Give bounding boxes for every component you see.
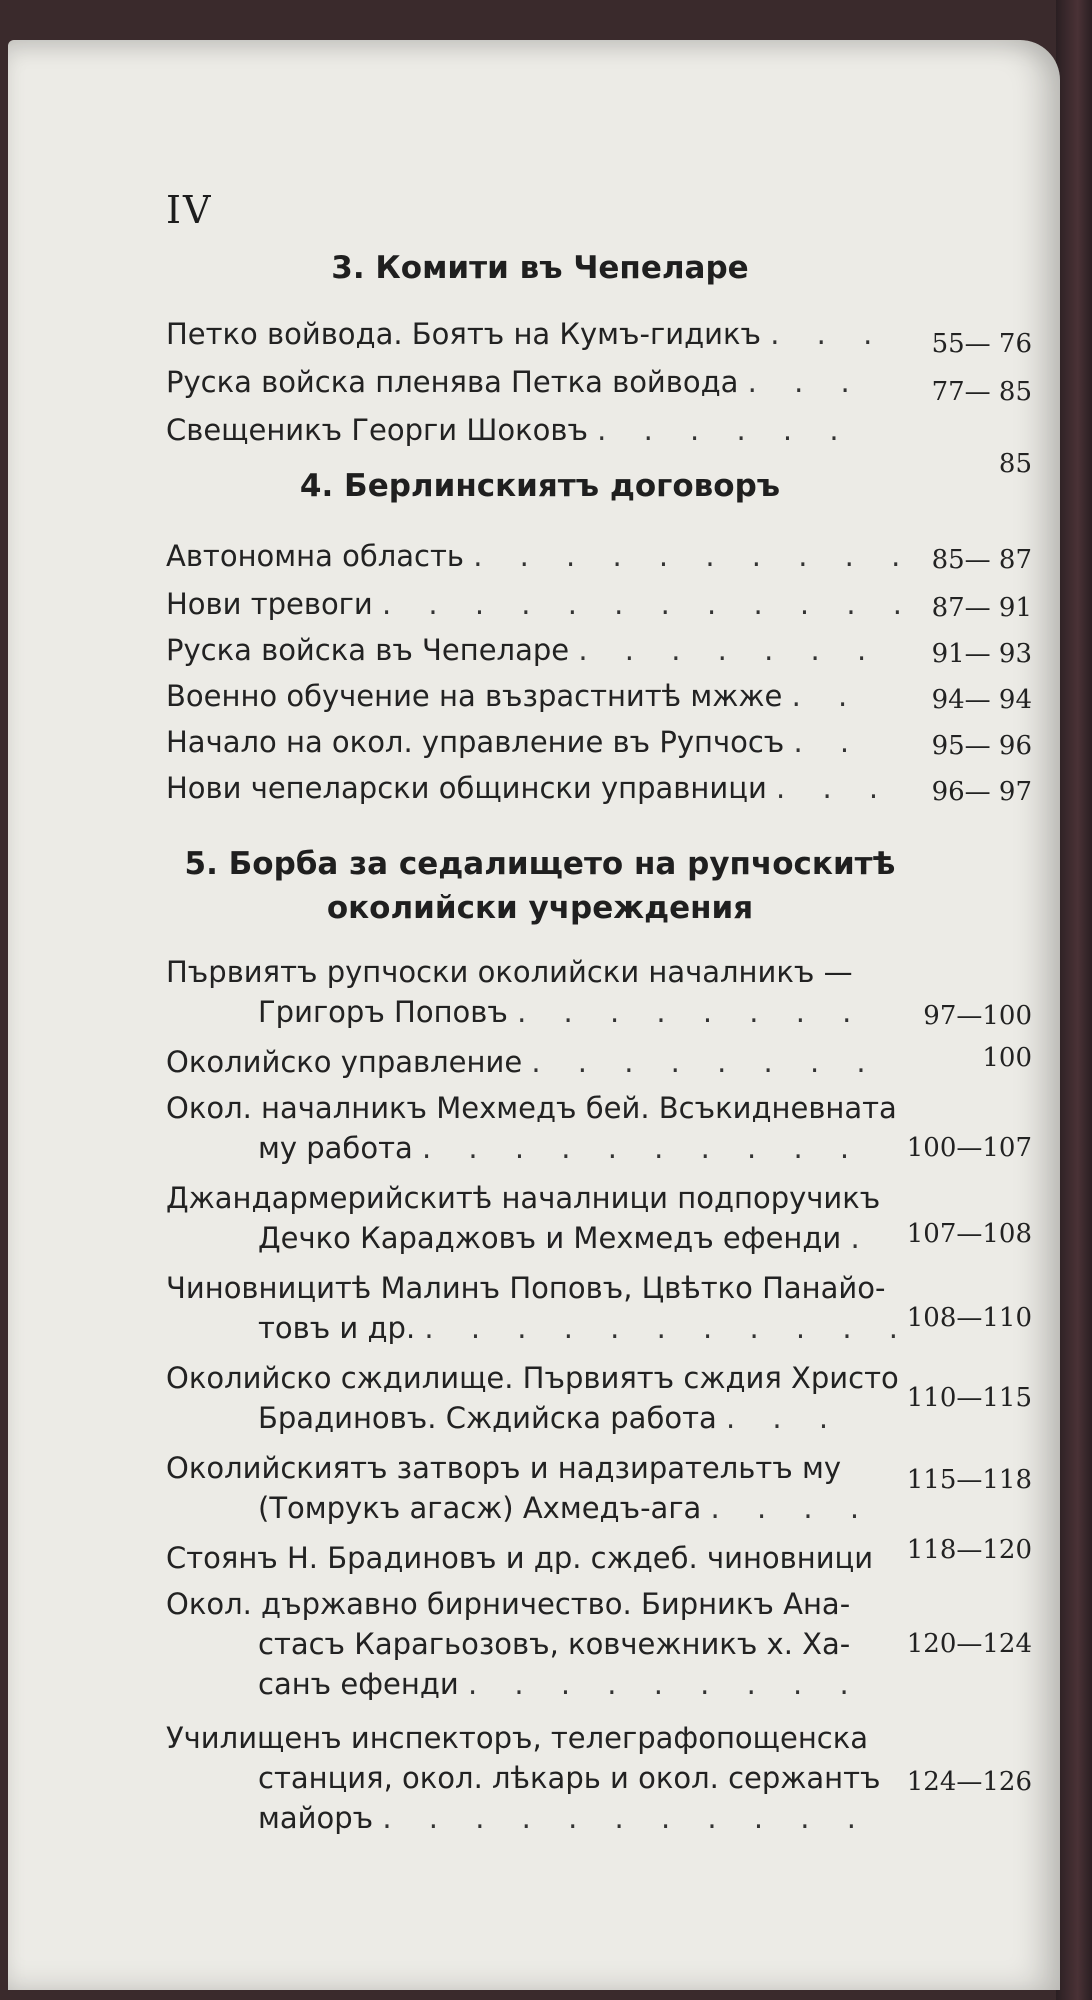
entry-title-line: Начало на окол. управление въ Рупчосъ . .	[166, 725, 864, 759]
entry-title-line: стасъ Карагьозовъ, ковчежникъ х. Ха-	[258, 1627, 851, 1661]
toc-entry	[166, 1718, 1046, 1838]
entry-title-line: (Томрукъ агасж) Ахмедъ-ага . . . .	[258, 1491, 874, 1525]
section-heading-line: околийски учреждения	[326, 890, 754, 926]
entry-title-line: санъ ефенди . . . . . . . . .	[258, 1667, 863, 1701]
entry-title-line: Околийско сждилище. Първиятъ сждия Христо	[166, 1361, 899, 1395]
toc-entry	[166, 1448, 1046, 1528]
entry-pages: 87— 91	[931, 593, 1032, 623]
entry-pages: 108—110	[906, 1303, 1032, 1333]
toc-entry	[166, 362, 1046, 407]
dot-leader: . . . . . .	[597, 413, 853, 447]
toc-entry	[166, 1268, 1046, 1348]
section-heading	[160, 246, 920, 290]
entry-title-line: Първиятъ рупчоски околийски началникъ —	[166, 955, 853, 989]
dot-leader: . . . . . . .	[578, 633, 881, 667]
dot-leader: . . . . . . . .	[517, 995, 866, 1029]
dot-leader: . . .	[776, 771, 893, 805]
section-heading-line: 3. Комити въ Чепеларе	[331, 250, 749, 286]
dot-leader: . . . . . . . . . .	[473, 539, 915, 573]
entry-pages: 100	[982, 1043, 1032, 1073]
toc-entry	[166, 1358, 1046, 1438]
toc-entry	[166, 584, 1046, 624]
toc-entry	[166, 314, 1046, 359]
toc-entry	[166, 1584, 1046, 1704]
toc-entry	[166, 410, 1046, 479]
toc-entry	[166, 1535, 1046, 1578]
entry-title-line: Окол. държавно бирничество. Бирникъ Ана-	[166, 1587, 851, 1621]
dot-leader: . . . . . . . . . . . .	[382, 587, 917, 621]
dot-leader: . . . .	[710, 1491, 874, 1525]
entry-title-line: Брадиновъ. Сждийска работа . . .	[258, 1401, 843, 1435]
entry-title-line: Околийско управление . . . . . . . .	[166, 1045, 880, 1079]
entry-title-line: станция, окол. лѣкарь и окол. сержантъ	[258, 1761, 881, 1795]
section-heading-line: 5. Борба за седалището на рупчоскитѣ	[184, 846, 896, 882]
entry-title-line: Чиновницитѣ Малинъ Поповъ, Цвѣтко Панайо-	[166, 1271, 886, 1305]
entry-title-line: Руска войска въ Чепеларе . . . . . . .	[166, 633, 881, 667]
entry-pages: 97—100	[923, 1001, 1032, 1031]
entry-pages: 85	[998, 449, 1032, 479]
toc-entry	[166, 1088, 1046, 1168]
entry-pages: 110—115	[906, 1383, 1032, 1413]
entry-pages: 115—118	[906, 1465, 1032, 1495]
entry-title-line: товъ и др. . . . . . . . . . . .	[258, 1311, 912, 1345]
dot-leader: . .	[793, 725, 864, 759]
entry-pages: 120—124	[906, 1629, 1032, 1659]
entry-pages: 124—126	[906, 1767, 1032, 1797]
dot-leader: .	[850, 1221, 874, 1255]
book-cover-edge	[1056, 0, 1092, 2000]
entry-pages: 95— 96	[931, 731, 1032, 761]
toc-entry	[166, 722, 1046, 762]
dot-leader: . . .	[725, 1401, 843, 1435]
entry-title-line: Училищенъ инспекторъ, телеграфопощенска	[166, 1721, 869, 1755]
entry-pages: 100—107	[906, 1133, 1032, 1163]
toc-entry	[166, 630, 1046, 670]
toc-entry	[166, 1042, 1046, 1082]
dot-leader: . .	[791, 679, 862, 713]
dot-leader: . . .	[747, 365, 864, 399]
dot-leader: . . . . . . . . . .	[421, 1131, 864, 1165]
entry-title-line: Нови тревоги . . . . . . . . . . . .	[166, 587, 917, 621]
entry-title-line: Дечко Караджовъ и Мехмедъ ефенди .	[258, 1221, 874, 1255]
entry-title-line: Окол. началникъ Мехмедъ бей. Всъкидневната	[166, 1091, 897, 1125]
toc-entry	[166, 536, 1046, 576]
entry-pages: 91— 93	[931, 639, 1032, 669]
section-heading	[160, 842, 920, 930]
entry-title-line: Петко войвода. Боятъ на Кумъ-гидикъ . . .	[166, 317, 887, 351]
entry-title-line: Автономна область . . . . . . . . . .	[166, 539, 915, 573]
entry-pages: 55— 76	[931, 329, 1032, 359]
dot-leader: . . . . . . . . . . .	[424, 1311, 912, 1345]
entry-title-line: Стоянъ Н. Брадиновъ и др. сждеб. чиновници	[166, 1541, 874, 1575]
toc-entry	[166, 1178, 1046, 1258]
page-number: IV	[166, 188, 213, 232]
entry-title-line: Джандармерийскитѣ началници подпоручикъ	[166, 1181, 881, 1215]
entry-pages: 85— 87	[931, 545, 1032, 575]
dot-leader: . . . . . . . .	[531, 1045, 880, 1079]
entry-title-line: Руска войска пленява Петка войвода . . .	[166, 365, 864, 399]
entry-pages: 94— 94	[931, 685, 1032, 715]
entry-title-line: Григоръ Поповъ . . . . . . . .	[258, 995, 866, 1029]
entry-title-line: му работа . . . . . . . . . .	[258, 1131, 864, 1165]
entry-title-line: Нови чепеларски общински управници . . .	[166, 771, 893, 805]
dot-leader: . . .	[770, 317, 887, 351]
entry-title-line: Военно обучение на възрастнитѣ мжже . .	[166, 679, 862, 713]
entry-title-line: Околийскиятъ затворъ и надзирательтъ му	[166, 1451, 842, 1485]
entry-title-line: майоръ . . . . . . . . . . .	[258, 1801, 870, 1835]
section-heading	[160, 464, 920, 508]
section-heading-line: 4. Берлинскиятъ договоръ	[299, 468, 781, 504]
toc-entry	[166, 676, 1046, 716]
entry-pages: 96— 97	[931, 777, 1032, 807]
entry-pages: 118—120	[906, 1535, 1032, 1565]
dot-leader: . . . . . . . . .	[467, 1667, 863, 1701]
toc-entry	[166, 952, 1046, 1032]
entry-title-line: Свещеникъ Георги Шоковъ . . . . . .	[166, 413, 853, 447]
entry-pages: 107—108	[906, 1219, 1032, 1249]
entry-pages: 77— 85	[931, 377, 1032, 407]
toc-entry	[166, 768, 1046, 808]
dot-leader: . . . . . . . . . . .	[382, 1801, 870, 1835]
